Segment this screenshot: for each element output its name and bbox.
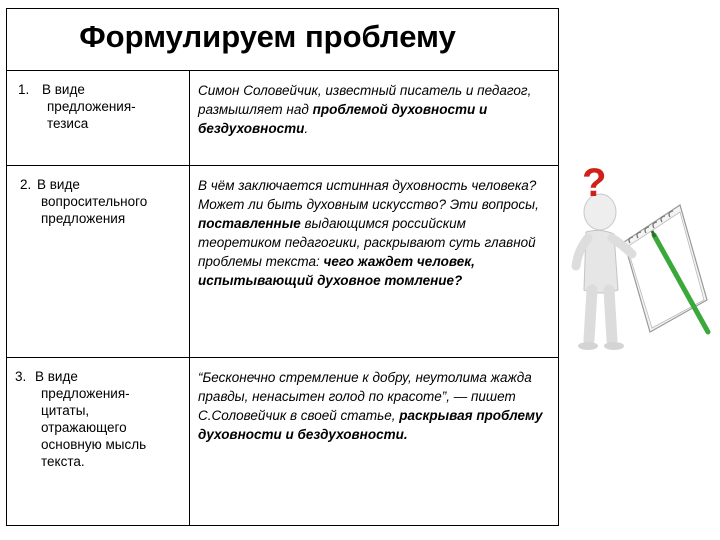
label-line: предложения-: [47, 99, 136, 114]
text-part-bold: раскрывая проблему духовности и бездуховности.: [198, 408, 543, 442]
text-part: “Бесконечно стремление к добру, неутолима жажда правды, ненасытен голод по красоте”, — пишет С.Соловейчик в своей статье,: [198, 370, 532, 423]
text-part-bold: поставленные: [198, 216, 301, 231]
label-line: предложения-: [41, 386, 130, 401]
row-text-cell: [190, 71, 558, 165]
label-line: отражающего: [41, 420, 127, 435]
table-row: [7, 71, 558, 166]
row-text-cell: [190, 358, 558, 525]
thinking-figure-icon: [562, 150, 712, 360]
row-number: 1.: [18, 82, 30, 97]
row-label-cell: [7, 71, 190, 165]
row-number: 2.: [20, 177, 32, 192]
row-label: [35, 368, 146, 470]
text-part: В чём заключается истинная духовность человека? Может ли быть духовным искусство? Эти вопросы,: [198, 178, 539, 212]
text-part-bold: проблемой духовности и бездуховности: [198, 102, 488, 136]
page-title: Формулируем проблему: [79, 19, 456, 54]
question-mark-icon: ?: [582, 161, 607, 205]
table-row: [7, 358, 558, 525]
row-text-cell: [190, 166, 558, 357]
title-cell: [7, 9, 558, 71]
row-label: [42, 81, 136, 132]
label-line: В виде: [42, 82, 85, 97]
label-line: В виде: [35, 369, 78, 384]
text-part: Симон Соловейчик, известный писатель и педагог, размышляет над: [198, 83, 532, 117]
row-number: 3.: [15, 369, 27, 384]
row-label: [37, 176, 147, 227]
label-line: основную мысль: [41, 437, 147, 452]
person-figure-icon: [576, 194, 632, 350]
row-label-cell: [7, 358, 190, 525]
row-label-cell: [7, 166, 190, 357]
text-part: выдающимся российским теоретиком педагогики, раскрывают суть главной проблемы текста:: [198, 216, 536, 269]
text-part-bold: чего жаждет человек, испытывающий духовное томление?: [198, 254, 475, 288]
label-line: В виде: [37, 177, 80, 192]
label-line: цитаты,: [41, 403, 90, 418]
text-part: .: [304, 121, 309, 136]
label-line: текста.: [41, 454, 85, 469]
label-line: предложения: [41, 211, 126, 226]
label-line: вопросительного: [41, 194, 148, 209]
label-line: тезиса: [47, 116, 89, 131]
problem-table: [6, 8, 559, 526]
table-row: [7, 166, 558, 358]
